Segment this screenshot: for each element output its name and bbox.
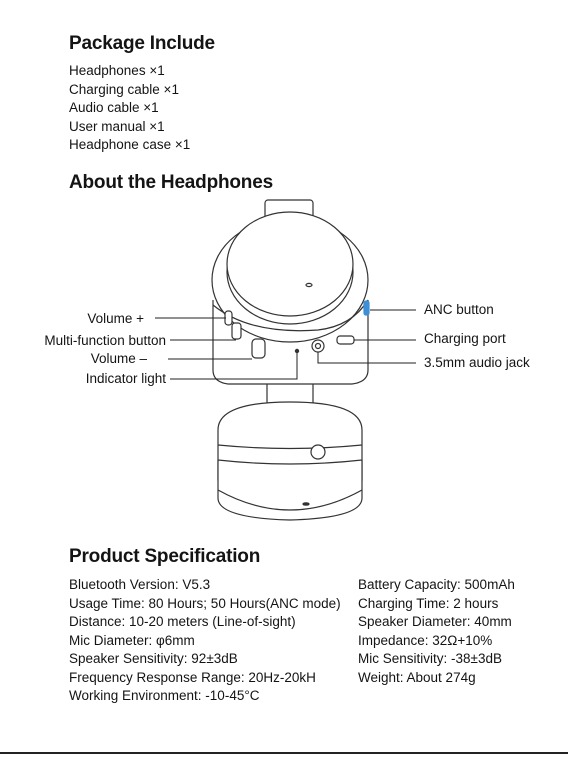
earpad bbox=[218, 460, 362, 520]
package-item: Headphone case ×1 bbox=[69, 137, 191, 152]
callout-indicator: Indicator light bbox=[85, 371, 166, 386]
multi-function-button bbox=[232, 323, 241, 339]
earpad-mark bbox=[303, 503, 309, 505]
callout-charging: Charging port bbox=[424, 331, 506, 346]
spec-item: Speaker Sensitivity: 92±3dB bbox=[69, 651, 238, 666]
spec-list-right bbox=[358, 576, 515, 687]
spec-title: Product Specification bbox=[69, 546, 261, 567]
package-item: Charging cable ×1 bbox=[69, 81, 179, 97]
anc-button bbox=[364, 301, 369, 315]
spec-item: Impedance: 32Ω+10% bbox=[358, 632, 493, 648]
indicator-light bbox=[295, 349, 298, 352]
spec-item: Charging Time: 2 hours bbox=[358, 595, 499, 611]
callout-volume-minus: Volume – bbox=[90, 351, 147, 366]
spec-item: Bluetooth Version: V5.3 bbox=[69, 577, 211, 592]
spec-item: Mic Diameter: φ6mm bbox=[69, 632, 195, 648]
spec-item: Speaker Diameter: 40mm bbox=[358, 614, 512, 629]
spec-item: Usage Time: 80 Hours; 50 Hours(ANC mode) bbox=[69, 595, 341, 611]
package-item: User manual ×1 bbox=[69, 118, 165, 134]
spec-item: Working Environment: -10-45°C bbox=[69, 688, 260, 703]
lower-earcup-button bbox=[311, 445, 325, 459]
volume-minus-button bbox=[252, 339, 265, 358]
spec-item: Weight: About 274g bbox=[358, 669, 476, 685]
earcup-plate-top bbox=[227, 212, 353, 316]
spec-item: Mic Sensitivity: -38±3dB bbox=[358, 651, 502, 666]
about-title: About the Headphones bbox=[69, 172, 273, 193]
callout-audio-jack: 3.5mm audio jack bbox=[424, 355, 530, 370]
spec-list-left bbox=[69, 576, 341, 706]
callout-anc: ANC button bbox=[424, 302, 494, 317]
charging-port bbox=[337, 336, 354, 344]
callout-volume-plus: Volume + bbox=[87, 311, 144, 326]
spec-item: Battery Capacity: 500mAh bbox=[358, 577, 515, 592]
package-item: Audio cable ×1 bbox=[69, 100, 159, 115]
package-title: Package Include bbox=[69, 33, 215, 54]
audio-jack bbox=[312, 340, 324, 352]
spec-item: Frequency Response Range: 20Hz-20kH bbox=[69, 669, 316, 685]
spec-item: Distance: 10-20 meters (Line-of-sight) bbox=[69, 614, 296, 629]
volume-plus-button bbox=[225, 311, 232, 325]
callout-multi-function: Multi-function button bbox=[44, 333, 166, 348]
page-divider bbox=[0, 752, 568, 754]
package-item: Headphones ×1 bbox=[69, 63, 165, 78]
